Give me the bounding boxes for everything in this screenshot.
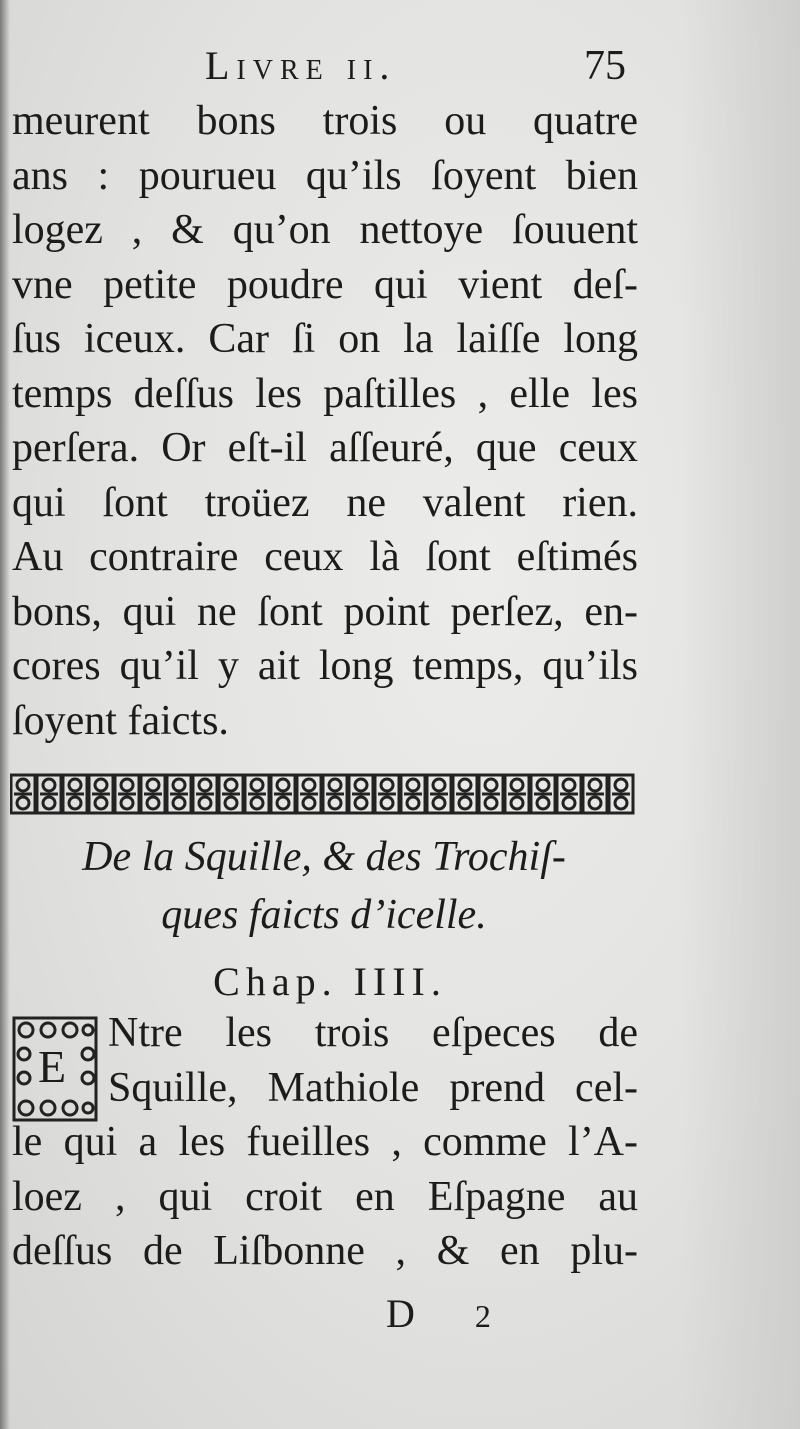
running-title: Livre ii.: [205, 43, 397, 88]
paragraph-1: [12, 94, 638, 748]
ornament-band: [10, 772, 640, 816]
chapter-title: [14, 828, 634, 944]
text-line: ans : pourueu qu’ils ſoyent bien: [12, 152, 638, 199]
text-line: temps deſſus les paſtilles , elle les: [12, 370, 638, 417]
text-line: bons, qui ne ſont point perſez, en-: [12, 588, 638, 635]
signature-letter: D: [386, 1291, 415, 1336]
text-line: loez , qui croit en Eſpagne au: [12, 1173, 638, 1220]
page-number: 75: [584, 43, 626, 89]
text-line: perſera. Or eſt-il aſſeuré, que ceux: [12, 425, 638, 471]
text-line: ſus iceux. Car ſi on la laiſſe long: [12, 316, 638, 362]
text-line: cores qu’il y ait long temps, qu’ils: [12, 643, 638, 689]
chapter-title-line: ques faicts d’icelle.: [161, 892, 487, 938]
chapter-title-line: De la Squille, & des Trochiſ-: [82, 834, 566, 880]
page-header: [0, 38, 800, 98]
gutter-shadow: [0, 0, 10, 1429]
text-line: ſoyent faicts.: [12, 697, 229, 744]
signature-mark: [386, 1290, 491, 1337]
drop-cap-letter: E: [38, 1041, 67, 1092]
text-line: Au contraire ceux là ſont eſtimés: [12, 534, 638, 580]
text-line: vne petite poudre qui vient deſ-: [12, 261, 638, 308]
text-line: meurent bons trois ou quatre: [12, 98, 638, 144]
paragraph-2: [12, 1006, 638, 1279]
text-line: deſſus de Liſbonne , & en plu-: [12, 1228, 638, 1274]
chapter-number: Chap. IIII.: [213, 959, 447, 1004]
signature-number: 2: [474, 1298, 491, 1334]
text-line: le qui a les fueilles , comme l’A-: [12, 1119, 638, 1165]
page-edge: [680, 0, 800, 1429]
text-line: Squille, Mathiole prend cel-: [108, 1064, 638, 1111]
text-line: logez , & qu’on nettoye ſouuent: [12, 207, 638, 253]
text-line: Ntre les trois eſpeces de: [108, 1010, 638, 1056]
text-line: qui ſont troüez ne valent rien.: [12, 479, 638, 526]
